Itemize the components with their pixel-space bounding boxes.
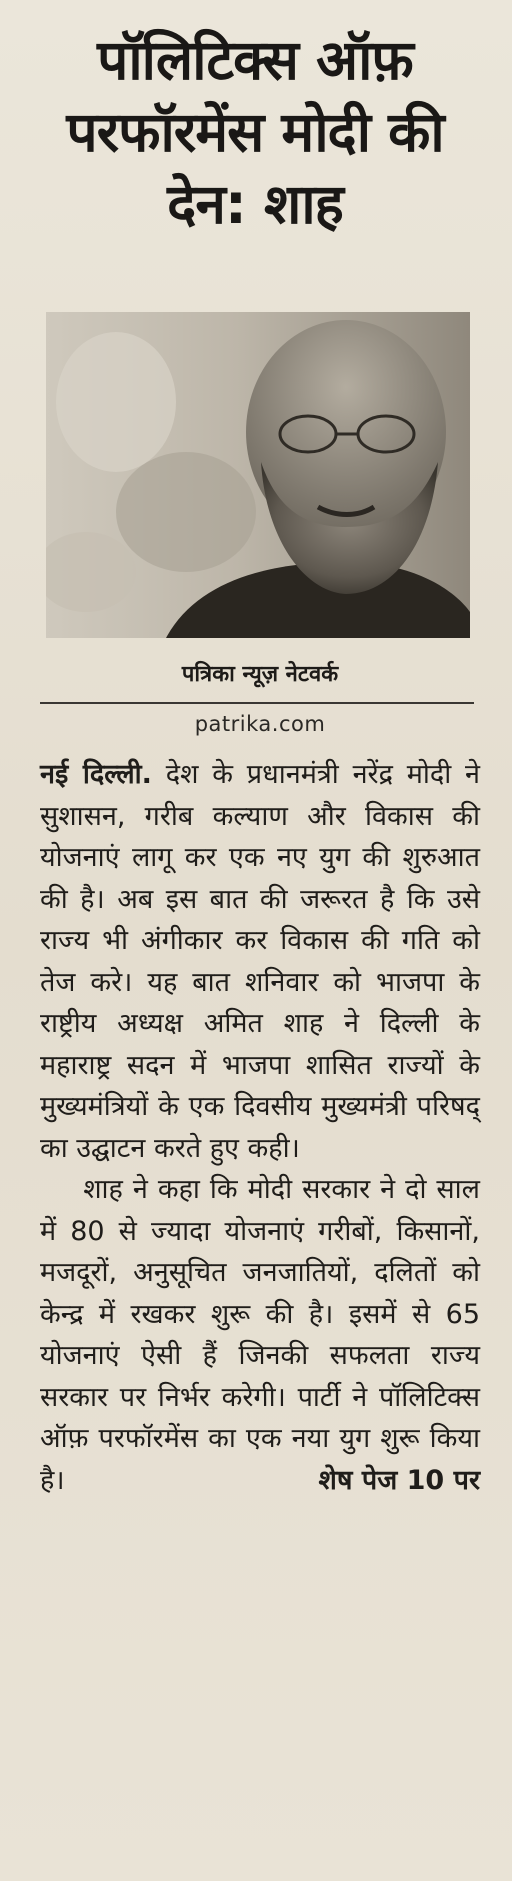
byline-divider <box>40 702 474 704</box>
paragraph-2-text: शाह ने कहा कि मोदी सरकार ने दो साल में 80 से ज्यादा योजनाएं गरीबों, किसानों, मजदूरों, अनुसूचित जनजातियों, दलितों को केन्द्र में रखकर शुरू की है। इसमें से 65 योजनाएं ऐसी हैं जिनकी सफलता राज्य सरकार पर निर्भर करेगी। पार्टी ने पॉलिटिक्स ऑफ़ परफॉरमेंस का एक नया युग शुरू किया है। <box>40 1174 480 1496</box>
portrait-photo-icon <box>46 312 470 638</box>
article-body <box>40 754 480 1501</box>
website: patrika.com <box>194 712 326 736</box>
dateline: नई दिल्ली. <box>40 759 152 790</box>
paragraph-1 <box>40 754 480 1169</box>
byline: पत्रिका न्यूज़ नेटवर्क <box>181 662 339 687</box>
portrait-photo <box>46 312 470 638</box>
headline: पॉलिटिक्स ऑफ़ परफॉरमेंस मोदी की देन: शाह <box>66 28 444 236</box>
paragraph-1-text: देश के प्रधानमंत्री नरेंद्र मोदी ने सुशासन, गरीब कल्याण और विकास की योजनाएं लागू कर एक नए युग की शुरुआत की है। अब इस बात की जरूरत है कि उसे राज्य भी अंगीकार कर विकास की गति को तेज करे। यह बात शनिवार को भाजपा के राष्ट्रीय अध्यक्ष अमित शाह ने दिल्ली के महाराष्ट्र सदन में भाजपा शासित राज्यों के मुख्यमंत्रियों के एक दिवसीय मुख्यमंत्री परिषद् का उद्घाटन करते हुए कही। <box>40 759 480 1164</box>
continued-on-page: शेष पेज 10 पर <box>318 1464 480 1496</box>
paragraph-2 <box>40 1169 480 1501</box>
